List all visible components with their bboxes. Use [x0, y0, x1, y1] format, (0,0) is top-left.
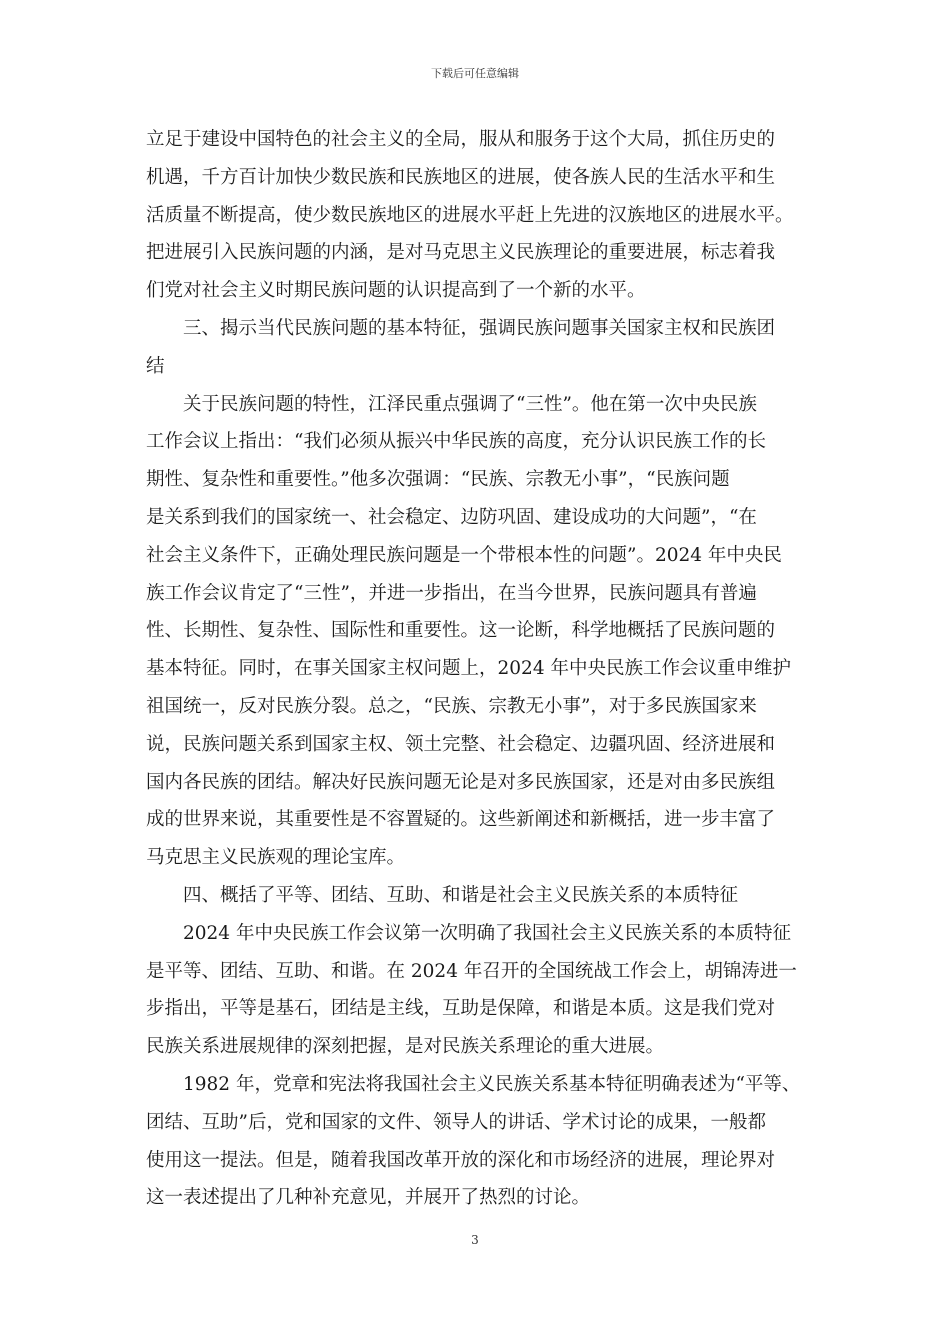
text-line: 步指出，平等是基石，团结是主线，互助是保障，和谐是本质。这是我们党对 [146, 998, 776, 1020]
text-line: 2024 年中央民族工作会议第一次明确了我国社会主义民族关系的本质特征 [183, 922, 791, 944]
text-line: 说，民族问题关系到国家主权、领土完整、社会稳定、边疆巩固、经济进展和 [146, 733, 776, 755]
text-line: 是关系到我们的国家统一、社会稳定、边防巩固、建设成功的大问题”，“在 [146, 506, 757, 528]
text-line: 工作会议上指出：“我们必须从振兴中华民族的高度，充分认识民族工作的长 [146, 431, 766, 453]
section-heading-three [146, 310, 808, 386]
text-line: 这一表述提出了几种补充意见，并展开了热烈的讨论。 [146, 1187, 591, 1209]
text-line: 活质量不断提高，使少数民族地区的进展水平赶上先进的汉族地区的进展水平。 [146, 204, 794, 226]
text-line: 立足于建设中国特色的社会主义的全局，服从和服务于这个大局，抓住历史的 [146, 129, 776, 150]
paragraph-development-context [146, 121, 808, 310]
heading-line: 结 [146, 355, 165, 377]
document-body [146, 121, 808, 1217]
text-line: 使用这一提法。但是，随着我国改革开放的深化和市场经济的进展，理论界对 [146, 1149, 776, 1171]
text-line: 性、长期性、复杂性、国际性和重要性。这一论断，科学地概括了民族问题的 [146, 620, 776, 642]
text-line: 民族关系进展规律的深刻把握，是对民族关系理论的重大进展。 [146, 1036, 665, 1058]
text-line: 成的世界来说，其重要性是不容置疑的。这些新阐述和新概括，进一步丰富了 [146, 809, 776, 831]
text-line: 把进展引入民族问题的内涵，是对马克思主义民族理论的重要进展，标志着我 [146, 242, 776, 264]
text-line: 关于民族问题的特性，江泽民重点强调了“三性”。他在第一次中央民族 [183, 393, 757, 415]
text-line: 基本特征。同时，在事关国家主权问题上，2024 年中央民族工作会议重申维护 [146, 658, 791, 680]
text-line: 是平等、团结、互助、和谐。在 2024 年召开的全国统战工作会上，胡锦涛进一 [146, 960, 797, 982]
text-line: 们党对社会主义时期民族问题的认识提高到了一个新的水平。 [146, 280, 646, 302]
text-line: 机遇，千方百计加快少数民族和民族地区的进展，使各族人民的生活水平和生 [146, 166, 776, 188]
page-header-note: 下载后可任意编辑 [431, 67, 519, 80]
text-line: 族工作会议肯定了“三性”，并进一步指出，在当今世界，民族问题具有普遍 [146, 582, 757, 604]
text-line: 团结、互助”后，党和国家的文件、领导人的讲话、学术讨论的成果，一般都 [146, 1111, 766, 1133]
text-line: 国内各民族的团结。解决好民族问题无论是对多民族国家，还是对由多民族组 [146, 771, 776, 793]
heading-line: 四、概括了平等、团结、互助、和谐是社会主义民族关系的本质特征 [183, 884, 739, 906]
text-line: 期性、复杂性和重要性。”他多次强调：“民族、宗教无小事”，“民族问题 [146, 469, 730, 491]
paragraph-three-characteristics [146, 386, 808, 877]
heading-line: 三、揭示当代民族问题的基本特征，强调民族问题事关国家主权和民族团 [183, 317, 776, 339]
text-line: 社会主义条件下，正确处理民族问题是一个带根本性的问题”。2024 年中央民 [146, 544, 782, 566]
paragraph-essential-features [146, 915, 808, 1066]
paragraph-1982-constitution [146, 1066, 808, 1217]
page-number: 3 [471, 1233, 479, 1247]
text-line: 马克思主义民族观的理论宝库。 [146, 847, 406, 869]
text-line: 祖国统一，反对民族分裂。总之，“民族、宗教无小事”，对于多民族国家来 [146, 695, 757, 717]
text-line: 1982 年，党章和宪法将我国社会主义民族关系基本特征明确表述为“平等、 [183, 1073, 801, 1095]
section-heading-four [146, 877, 808, 915]
